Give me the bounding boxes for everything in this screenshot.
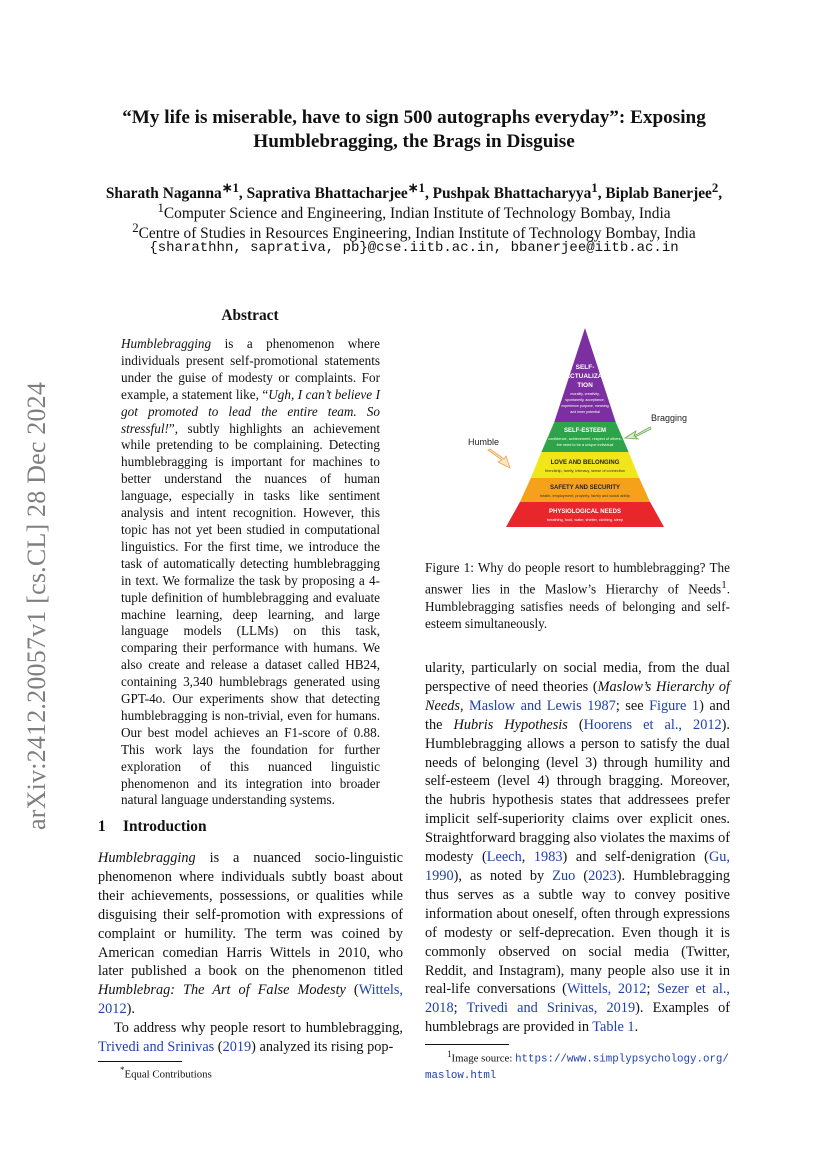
footnote-text: Equal Contributions bbox=[124, 1068, 212, 1081]
abstract-quote: Ugh, I can’t believe I got promoted to lead the entire team. So stressful! bbox=[121, 386, 381, 436]
separator: , bbox=[718, 185, 723, 203]
separator: , bbox=[424, 185, 433, 203]
text: ( bbox=[567, 716, 584, 733]
citation-link[interactable]: Trivedi and Srinivas, 2019 bbox=[466, 1000, 636, 1017]
separator: , bbox=[597, 185, 606, 203]
citation-link[interactable]: Sezer et al., bbox=[657, 981, 730, 998]
abstract-term: Humblebragging bbox=[121, 336, 212, 351]
abstract-body bbox=[121, 336, 380, 809]
citation-link[interactable]: Hoorens et al., 2012 bbox=[583, 716, 722, 733]
level1-title: PHYSIOLOGICAL NEEDS bbox=[549, 509, 621, 515]
text: ; see bbox=[615, 697, 650, 714]
level3-title: LOVE AND BELONGING bbox=[550, 460, 620, 466]
term: Maslow’s Hierarchy of Needs bbox=[425, 678, 730, 714]
citation-link[interactable]: 1983 bbox=[533, 849, 563, 866]
term: Humblebragging bbox=[98, 850, 196, 866]
section-title: Introduction bbox=[123, 818, 207, 835]
footnote-text: Image source: bbox=[451, 1052, 516, 1065]
author-mark: ∗1 bbox=[221, 181, 239, 195]
citation-link[interactable]: Trivedi and Srinivas bbox=[98, 1038, 215, 1055]
citation-link[interactable]: Leech bbox=[486, 849, 522, 866]
citation-link[interactable]: Maslow and Lewis 1987 bbox=[469, 697, 616, 714]
footnote-url-link[interactable]: maslow.html bbox=[425, 1069, 497, 1082]
intro-paragraph-2 bbox=[98, 1019, 403, 1057]
text: ( bbox=[575, 867, 589, 884]
caption-text: . Humblebragging satisfies needs of belonging and self-esteem simultaneously. bbox=[425, 580, 730, 632]
text: ( bbox=[214, 1038, 223, 1055]
level5-desc: experience purpose, meaning bbox=[561, 404, 609, 408]
level5-title: TION bbox=[577, 382, 593, 389]
footnote-mark: * bbox=[120, 1065, 125, 1075]
abstract-text: is a phenomenon where individuals present self-promotional statements under the guise of modesty or complaints. For example, a statement like, “ bbox=[121, 336, 380, 402]
affiliation-mark: 2 bbox=[132, 221, 139, 235]
level3-desc: friendship, family, intimacy, sense of connection bbox=[545, 469, 625, 473]
footnote-rule bbox=[98, 1061, 182, 1062]
level4-desc: confidence, achievement, respect of others, bbox=[548, 437, 622, 441]
text: . bbox=[634, 1019, 639, 1036]
footnote-mark: 1 bbox=[721, 578, 727, 591]
text: ) and the bbox=[425, 697, 730, 733]
title-line-2: Humblebragging, the Brags in Disguise bbox=[253, 131, 575, 152]
title-line-1: “My life is miserable, have to sign 500 autographs everyday”: Exposing bbox=[122, 107, 706, 128]
arrow-humble-icon bbox=[486, 448, 512, 470]
text: ). bbox=[126, 1001, 135, 1018]
level5-title: SELF- bbox=[575, 364, 595, 371]
citation-link[interactable]: 1990 bbox=[425, 867, 454, 884]
affiliation-text: Centre of Studies in Resources Engineering, Indian Institute of Technology Bombay, India bbox=[138, 225, 696, 243]
level5-desc: and inner potential bbox=[570, 410, 600, 414]
citation-link[interactable]: 2019 bbox=[222, 1038, 252, 1055]
text: ). Examples of humblebrags are provided in bbox=[425, 1000, 730, 1036]
right-column-paragraph bbox=[425, 659, 730, 1037]
author-mark: 1 bbox=[591, 181, 598, 195]
author-name: Biplab Banerjee bbox=[605, 185, 712, 203]
level5-desc: spontaneity, acceptance, bbox=[565, 398, 605, 402]
author-mark: ∗1 bbox=[407, 181, 425, 195]
citation-link[interactable]: Gu, bbox=[708, 849, 730, 866]
level4-desc: the need to be a unique individual bbox=[556, 443, 614, 447]
figure-link[interactable]: Figure 1 bbox=[649, 697, 700, 714]
text: ; bbox=[646, 981, 658, 998]
author-name: Pushpak Bhattacharyya bbox=[432, 185, 592, 203]
text: To address why people resort to humblebragging, bbox=[114, 1020, 403, 1036]
citation-link[interactable]: Wittels, 2012 bbox=[566, 981, 647, 998]
text: , bbox=[459, 697, 470, 714]
arrow-bragging-icon bbox=[622, 425, 652, 445]
text: ), as noted by bbox=[453, 867, 553, 884]
level5-desc: morality, creativity, bbox=[570, 392, 600, 396]
intro-paragraph-1 bbox=[98, 849, 403, 1019]
figure-caption bbox=[425, 559, 730, 633]
text: ) and self-denigration ( bbox=[562, 849, 709, 866]
author-name: Sharath Naganna bbox=[105, 185, 222, 203]
arxiv-stamp: arXiv:2412.20057v1 [cs.CL] 28 Dec 2024 bbox=[22, 381, 51, 830]
citation-link[interactable]: 2018 bbox=[425, 1000, 454, 1017]
section-number: 1 bbox=[98, 818, 106, 835]
author-emails: {sharathhn, saprativa, pb}@cse.iitb.ac.in, bbanerjee@iitb.ac.in bbox=[149, 240, 679, 256]
affiliation-mark: 1 bbox=[157, 201, 164, 215]
maslow-pyramid-figure bbox=[470, 326, 700, 534]
text: , bbox=[521, 849, 534, 866]
separator: , bbox=[238, 185, 247, 203]
footnote-equal bbox=[120, 1063, 212, 1083]
term: Hubris Hypothesis bbox=[453, 716, 568, 733]
citation-link[interactable]: 2012 bbox=[98, 1001, 127, 1018]
book-title: Humblebrag: The Art of False Modesty bbox=[98, 982, 346, 999]
text: ularity, particularly on social media, from the dual perspective of need theories ( bbox=[425, 660, 730, 695]
abstract-heading: Abstract bbox=[221, 307, 279, 324]
citation-link[interactable]: 2023 bbox=[588, 867, 617, 884]
footnote-mark: 1 bbox=[447, 1049, 452, 1059]
citation-link[interactable]: Zuo bbox=[552, 867, 576, 884]
text: ). Humblebragging allows a person to satisfy the dual needs of belonging (level 3) through humility and self-esteem (level 4) through bragging. Moreover, the hubris hypothesis states that addressees prefer implicit self-superiority claims over explicit ones. Straightforward bragging also violates the maxims of modesty ( bbox=[425, 716, 730, 866]
affiliation-text: Computer Science and Engineering, Indian Institute of Technology Bombay, India bbox=[163, 205, 671, 223]
level5-title: ACTUALIZA- bbox=[565, 373, 605, 380]
level4-title: SELF-ESTEEM bbox=[563, 428, 607, 434]
text: ) analyzed its rising pop- bbox=[251, 1038, 394, 1055]
table-link[interactable]: Table 1 bbox=[592, 1019, 635, 1036]
footnote-image-source bbox=[425, 1047, 735, 1084]
level1-desc: breathing, food, water, shelter, clothing, sleep bbox=[546, 518, 624, 522]
label-bragging: Bragging bbox=[651, 413, 688, 423]
author-name: Saprativa Bhattacharjee bbox=[246, 185, 408, 203]
level2-desc: health, employment, property, family and social ability bbox=[540, 494, 630, 498]
text: ( bbox=[345, 982, 359, 999]
author-mark: 2 bbox=[711, 181, 719, 195]
footnote-rule bbox=[425, 1044, 509, 1045]
footnote-url-link[interactable]: https://www.simplypsychology.org/ bbox=[515, 1053, 729, 1066]
text: is a nuanced socio-linguistic phenomenon where individuals subtly boast about their achievements, possessions, or qualities while disguising their self-promotion with expressions of complaint or humility. The term was coined by American comedian Harris Wittels in 2010, who later published a book on the phenomenon titled bbox=[98, 850, 403, 980]
abstract-text: ”, subtly highlights an achievement while pretending to be complaining. Detecting humblebragging is important for machines to better understand the nuances of human language, especially in tasks like sentiment analysis and intent recognition. However, this topic has not yet been studied in computational linguistics. For the first time, we introduce the task of automatically detecting humblebragging in text. We formalize the task by proposing a 4-tuple definition of humblebragging and evaluate machine learning, deep learning, and large language models (LLMs) on this task, comparing their performance with humans. We also create and release a dataset called HB24, containing 3,340 humblebrags generated using GPT-4o. Our experiments show that detecting humblebragging is non-trivial, even for humans. Our best model achieves an F1-score of 0.88. This work lays the foundation for further exploration of this nuanced linguistic phenomenon and its integration into broader natural language understanding systems. bbox=[121, 420, 380, 808]
label-humble: Humble bbox=[468, 437, 500, 447]
section-heading bbox=[98, 818, 207, 836]
text: ; bbox=[453, 1000, 467, 1017]
caption-text: Figure 1: Why do people resort to humblebragging? The answer lies in the Maslow’s Hierarchy of Needs bbox=[425, 560, 730, 596]
paper-title bbox=[60, 106, 768, 154]
text: ). Humblebragging thus serves as a subtle way to convey positive information about oneself, often through expressions of modesty or self-deprecation. Even though it is commonly observed on social media (Twitter, Reddit, and Instagram), many people also use it in real-life conversations ( bbox=[425, 867, 730, 998]
level2-title: SAFETY AND SECURITY bbox=[549, 485, 621, 491]
citation-link[interactable]: Wittels, bbox=[358, 982, 403, 999]
